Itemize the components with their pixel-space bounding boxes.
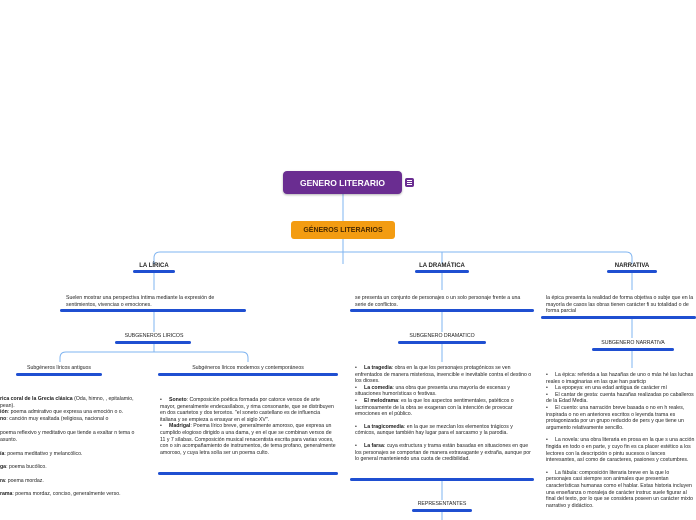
- list-item[interactable]: no: canción muy exaltada (religiosa, nacional o: [0, 415, 109, 422]
- list-item[interactable]: • El cantar de gesta: cuenta hazañas realizadas po caballeros de la Edad Media.: [546, 391, 694, 405]
- lirica-underline: [133, 270, 175, 273]
- dramatica-underline: [415, 270, 469, 273]
- list-item[interactable]: • La tragedia: obra en la que los personajes protagónicos se ven enfrentados de manera misteriosa, invencible e inevitable contra el destino o los dioses.: [355, 365, 532, 385]
- lirica-modernos-title[interactable]: Subgéneros líricos modernos y contemporáneos: [192, 365, 304, 371]
- list-item[interactable]: • La epopeya: en una edad antigua de carácter mí: [546, 385, 667, 392]
- list-item[interactable]: ra: poema mordaz.: [0, 477, 44, 484]
- lirica-antiguos-underline: [16, 373, 102, 376]
- narrativa-title[interactable]: NARRATIVA: [614, 263, 650, 269]
- lirica-modernos-underline: [158, 373, 338, 376]
- list-item[interactable]: • Madrigal: Poema lírico breve, generalmente amoroso, que expresa un cumplido elogioso dirigido a una dama, y en el que se combinan versos de 11 y 7 sílabas. Composición musical renacentista escrita para varias voces, con o sin acompañamiento de instrumentos, de tema profano, generalmente amoroso, y cuya letra solía ser un poema culto.: [160, 423, 336, 456]
- list-item[interactable]: • La tragicomedia: en la que se mezclan los elementos trágicos y cómicos, aunque también hay lugar para el sarcasmo y la parodia.: [355, 423, 513, 437]
- list-item[interactable]: • La novela: una obra literaria en prosa en la que s una acción fingida en todo o en parte, y cuyo fin es ca placer estético a los lectores con la descripción o pintu sucesos o lances interesantes, así como de caracteres, pasiones y costumbres.: [546, 437, 695, 464]
- list-item[interactable]: • Soneto: Composición poética formada por catorce versos de arte mayor, generalmente endecasílabos, y rima consonante, que se distribuyen en dos cuartetos y dos tercetos. "el soneto castellano es de influencia italiana y se empieza a ensayar en el siglo XV".: [160, 397, 334, 423]
- menu-icon[interactable]: [405, 178, 414, 187]
- root-node[interactable]: [283, 171, 402, 194]
- narrativa-list: [546, 372, 696, 509]
- root-title: GENERO LITERARIO: [299, 177, 385, 188]
- lirica-desc-underline: [60, 309, 246, 312]
- list-item[interactable]: • La épica: referida a las hazañas de uno o más hé las luchas reales o imaginarias en las que han particip: [546, 372, 694, 385]
- dramatica-list: [355, 365, 533, 463]
- list-item[interactable]: rama: poema mordaz, conciso, generalmente verso.: [0, 491, 121, 498]
- lirica-antiguos-title[interactable]: Subgéneros líricos antiguos: [26, 365, 92, 371]
- list-item[interactable]: poema reflexivo y meditativo que tiende a exaltar n tema o asunto.: [0, 430, 135, 443]
- lirica-title[interactable]: LA LÍRICA: [139, 263, 169, 269]
- list-item[interactable]: ión: poema admirativo que expresa una emoción o o.: [0, 409, 124, 416]
- lirica-sub-underline: [115, 341, 191, 344]
- lirica-modernos-list: [160, 397, 336, 456]
- list-item[interactable]: • La comedia: una obra que presenta una mayoría de escenas y situaciones humorísticas o festivas.: [355, 384, 510, 398]
- lirica-sub-title[interactable]: SUBGENEROS LIRICOS: [124, 333, 184, 339]
- dramatica-representantes[interactable]: REPRESENTANTES: [417, 501, 467, 507]
- list-item[interactable]: • La fábula: composición literaria breve en la que lo personajes casi siempre son animales que presentan características humanas como el hablar. Estas historia incluyen una enseñanza o moraleja de carácter instruc suele figurar al final del texto, por lo que se considera poseen un carácter mixto narrativo y didáctico.: [546, 469, 694, 509]
- narrativa-underline: [607, 270, 657, 273]
- dramatica-list-underline: [350, 478, 534, 481]
- subroot-title: GÉNEROS LITERARIOS: [303, 226, 383, 234]
- narrativa-sub-title[interactable]: SUBGENERO NARRATIVA: [601, 340, 665, 346]
- list-item[interactable]: ía: poema meditativo y melancólico.: [0, 450, 83, 457]
- subroot-node[interactable]: [291, 221, 395, 239]
- dramatica-desc-underline: [350, 309, 534, 312]
- dramatica-title[interactable]: LA DRAMÁTICA: [419, 263, 465, 269]
- narrativa-desc-underline: [541, 316, 696, 319]
- dramatica-sub-underline: [398, 341, 486, 344]
- lirica-description[interactable]: Suelen mostrar una perspectiva íntima mediante la expresión de sentimientos, vivencias o emociones.: [66, 295, 215, 308]
- narrativa-sub-underline: [592, 348, 674, 351]
- lirica-modernos-list-underline: [158, 472, 338, 475]
- dramatica-sub-title[interactable]: SUBGENERO DRAMATICO: [409, 333, 475, 339]
- list-item[interactable]: • El cuento: una narración breve basada o no en h reales, inspirada o no en anteriores escritos o leyenda trama es protagonizada por un grupo reducido de pers y que tiene un argumento relativamente sencillo.: [546, 404, 685, 431]
- list-item[interactable]: • La farsa: cuya estructura y trama están basadas en situaciones en que los personajes se comportan de manera extravagante y extraña, aunque por lo general manteniendo una cuota de credibilidad.: [355, 442, 531, 463]
- narrativa-description[interactable]: la épica presenta la realidad de forma objetiva o subje que en la mayoría de casos las obras tienen carácter fi su totalidad o de forma parcial: [546, 295, 694, 315]
- list-item[interactable]: rica coral de la Grecia clásica (Oda, himno, , epitalamio, pean).: [0, 396, 134, 409]
- dramatica-description[interactable]: se presenta un conjunto de personajes o un solo personaje frente a una serie de conflictos.: [355, 295, 521, 308]
- representantes-underline: [412, 509, 472, 512]
- list-item[interactable]: • El melodrama: es la que los aspectos sentimentales, patéticos o lacrimosamente de la obra se exageran con la intención de provocar emociones en el público.: [355, 397, 514, 418]
- lirica-antiguos-list: [0, 396, 146, 498]
- list-item[interactable]: ga: poema bucólico.: [0, 464, 47, 471]
